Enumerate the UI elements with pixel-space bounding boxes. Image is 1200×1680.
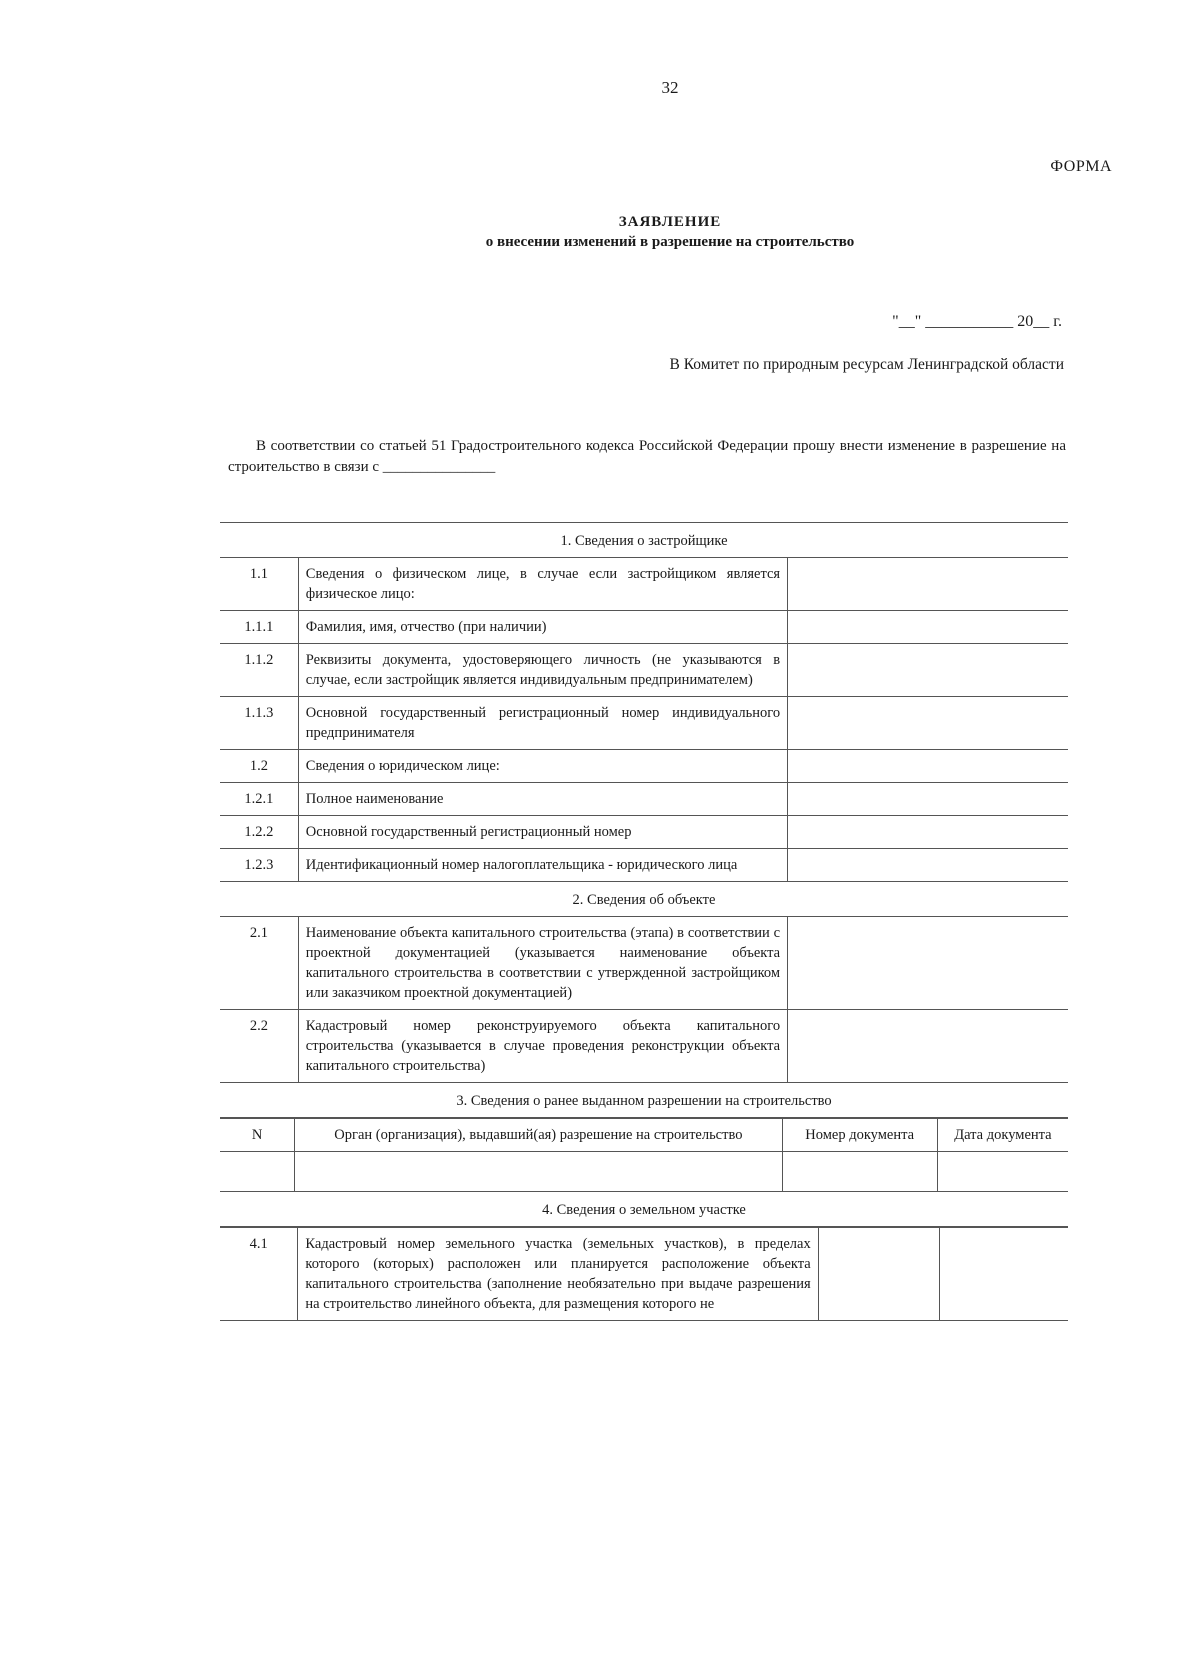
table-row: [220, 1152, 1068, 1192]
row-number: 1.2: [220, 750, 298, 783]
row-label: Наименование объекта капитального строительства (этапа) в соответствии с проектной документацией (указывается наименование объекта капитального строительства в соответствии с утвержденной застройщиком или заказчиком проектной документацией): [298, 917, 787, 1010]
row-value-cell[interactable]: [788, 816, 1068, 849]
intro-paragraph: В соответствии со статьей 51 Градостроительного кодекса Российской Федерации прошу внести изменение в разрешение на строительство в связи с _______________: [228, 438, 1066, 475]
section-3-title: 3. Сведения о ранее выданном разрешении на строительство: [220, 1083, 1068, 1118]
document-title: [0, 212, 1200, 252]
row-number: 1.1.3: [220, 697, 298, 750]
page-number: 32: [661, 78, 679, 97]
row-number: 1.2.3: [220, 849, 298, 882]
row-number: 2.1: [220, 917, 298, 1010]
column-header-n: N: [220, 1119, 295, 1152]
row-value-cell[interactable]: [788, 558, 1068, 611]
table-row: [220, 1010, 1068, 1083]
row-number: 1.2.2: [220, 816, 298, 849]
section-2-heading-row: [220, 882, 1068, 917]
page-bottom-margin: [210, 1347, 1090, 1387]
row-label: Идентификационный номер налогоплательщика - юридического лица: [298, 849, 787, 882]
row-number: 4.1: [220, 1228, 298, 1321]
date-line: "__" ___________ 20__ г.: [892, 313, 1062, 330]
row-value-cell[interactable]: [788, 750, 1068, 783]
table-row: [220, 783, 1068, 816]
empty-cell[interactable]: [937, 1152, 1068, 1192]
column-header-document-date: Дата документа: [937, 1119, 1068, 1152]
section-1-heading-row: [220, 523, 1068, 558]
row-value-cell[interactable]: [788, 783, 1068, 816]
table-row: [220, 849, 1068, 882]
form-label: ФОРМА: [1050, 158, 1112, 175]
table-row: [220, 644, 1068, 697]
row-value-cell[interactable]: [788, 644, 1068, 697]
section-4-title: 4. Сведения о земельном участке: [220, 1192, 1068, 1227]
row-number: 1.1.1: [220, 611, 298, 644]
row-value-cell[interactable]: [818, 1228, 939, 1321]
table-row: [220, 1228, 1068, 1321]
addressee: В Комитет по природным ресурсам Ленинградской области: [669, 356, 1064, 373]
table-row: [220, 611, 1068, 644]
row-number: 1.1: [220, 558, 298, 611]
row-label: Основной государственный регистрационный номер индивидуального предпринимателя: [298, 697, 787, 750]
table-row: [220, 917, 1068, 1010]
table-row: [220, 816, 1068, 849]
section-2-title: 2. Сведения об объекте: [220, 882, 1068, 917]
row-label: Фамилия, имя, отчество (при наличии): [298, 611, 787, 644]
title-line-1: ЗАЯВЛЕНИЕ: [618, 214, 722, 230]
row-value-cell[interactable]: [939, 1228, 1068, 1321]
table-row: [220, 750, 1068, 783]
land-plot-table: [220, 1227, 1068, 1321]
row-label: Сведения о физическом лице, в случае если застройщиком является физическое лицо:: [298, 558, 787, 611]
row-number: 1.2.1: [220, 783, 298, 816]
row-label: Реквизиты документа, удостоверяющего личность (не указываются в случае, если застройщик является индивидуальным предпринимателем): [298, 644, 787, 697]
section-4-heading-row: [220, 1192, 1068, 1227]
column-header-document-number: Номер документа: [782, 1119, 937, 1152]
row-label: Кадастровый номер земельного участка (земельных участков), в пределах которого (которых) расположен или планируется расположение объекта капитального строительства (заполнение необязательно при выдаче разрешения на строительство линейного объекта, для размещения которого не: [298, 1228, 818, 1321]
row-value-cell[interactable]: [788, 917, 1068, 1010]
applicant-object-table: [220, 522, 1068, 1118]
row-value-cell[interactable]: [788, 697, 1068, 750]
section-1-title: 1. Сведения о застройщике: [220, 523, 1068, 558]
empty-cell[interactable]: [220, 1152, 295, 1192]
row-number: 1.1.2: [220, 644, 298, 697]
table-row: [220, 697, 1068, 750]
table-row: [220, 558, 1068, 611]
column-header-organization: Орган (организация), выдавший(ая) разрешение на строительство: [295, 1119, 782, 1152]
row-value-cell[interactable]: [788, 611, 1068, 644]
table-header-row: [220, 1119, 1068, 1152]
row-label: Сведения о юридическом лице:: [298, 750, 787, 783]
row-label: Полное наименование: [298, 783, 787, 816]
row-number: 2.2: [220, 1010, 298, 1083]
row-value-cell[interactable]: [788, 1010, 1068, 1083]
row-label: Кадастровый номер реконструируемого объекта капитального строительства (указывается в случае проведения реконструкции объекта капитального строительства): [298, 1010, 787, 1083]
row-value-cell[interactable]: [788, 849, 1068, 882]
title-line-2: о внесении изменений в разрешение на строительство: [485, 234, 855, 250]
section-3-heading-row: [220, 1083, 1068, 1118]
empty-cell[interactable]: [295, 1152, 782, 1192]
row-label: Основной государственный регистрационный номер: [298, 816, 787, 849]
empty-cell[interactable]: [782, 1152, 937, 1192]
previous-permit-table: [220, 1118, 1068, 1227]
